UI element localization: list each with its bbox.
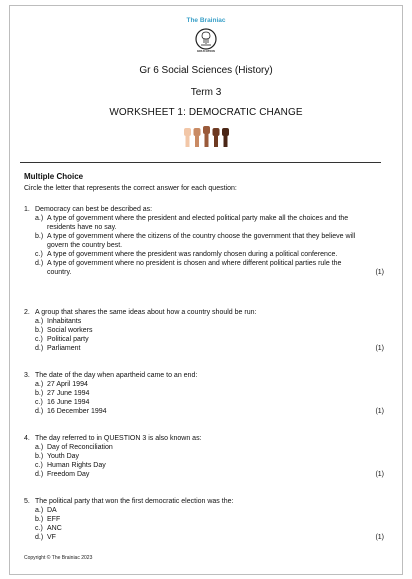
- option-letter: b.): [35, 516, 44, 523]
- fist-icon: [194, 128, 201, 136]
- fist-icon: [203, 126, 210, 134]
- option-letter: a.): [35, 318, 44, 325]
- question-number: 2.: [24, 309, 30, 316]
- option-text: Day of Reconciliation: [47, 444, 113, 451]
- option-b[interactable]: [35, 389, 384, 398]
- option-a[interactable]: [35, 214, 384, 232]
- option-text: VF: [47, 534, 56, 541]
- question-mark-value: (1): [375, 471, 384, 478]
- question-mark-value: (1): [375, 534, 384, 541]
- option-text: Youth Day: [47, 453, 80, 460]
- option-letter: c.): [35, 336, 43, 343]
- option-a[interactable]: [35, 380, 384, 389]
- option-c[interactable]: [35, 524, 384, 533]
- question-number: 3.: [24, 372, 30, 379]
- option-letter: d.): [35, 345, 44, 352]
- fist-icon: [222, 128, 229, 136]
- option-letter: c.): [35, 462, 43, 469]
- option-letter: d.): [35, 260, 44, 267]
- instruction-text: Circle the letter that represents the correct answer for each question:: [24, 185, 237, 192]
- term-title: Term 3: [190, 87, 222, 98]
- raised-fists-icon: [181, 125, 231, 147]
- option-c[interactable]: [35, 250, 384, 259]
- option-letter: d.): [35, 534, 44, 541]
- brand-name: The Brainiac: [186, 17, 226, 24]
- option-text: Political party: [47, 336, 89, 343]
- header-divider: [20, 162, 381, 163]
- question-2: [24, 308, 384, 353]
- option-a[interactable]: [35, 317, 384, 326]
- copyright-footer: Copyright © The Brainiac 2023: [24, 555, 93, 561]
- option-text: A type of government where the president and elected political party make all the choices and the residents have no say.: [47, 215, 349, 231]
- option-letter: d.): [35, 408, 44, 415]
- option-d[interactable]: [35, 470, 384, 479]
- question-number: 1.: [24, 206, 30, 213]
- option-d[interactable]: [35, 533, 384, 542]
- option-letter: c.): [35, 525, 43, 532]
- option-letter: c.): [35, 251, 43, 258]
- question-number: 4.: [24, 435, 30, 442]
- arm-icon: [224, 136, 228, 147]
- question-text: The date of the day when apartheid came to an end:: [35, 372, 198, 379]
- option-c[interactable]: [35, 335, 384, 344]
- question-number: 5.: [24, 498, 30, 505]
- option-c[interactable]: [35, 398, 384, 407]
- question-text: A group that shares the same ideas about how a country should be run:: [35, 309, 257, 316]
- option-text: Freedom Day: [47, 471, 90, 478]
- brain-logo-icon: [194, 27, 218, 51]
- option-b[interactable]: [35, 515, 384, 524]
- option-b[interactable]: [35, 452, 384, 461]
- option-letter: a.): [35, 215, 44, 222]
- question-4: [24, 434, 384, 479]
- option-d[interactable]: [35, 259, 384, 277]
- option-text: 27 June 1994: [47, 390, 90, 397]
- question-text: The political party that won the first democratic election was the:: [35, 498, 234, 505]
- option-c[interactable]: [35, 461, 384, 470]
- option-text: EFF: [47, 516, 61, 523]
- option-d[interactable]: [35, 344, 384, 353]
- question-mark-value: (1): [375, 345, 384, 352]
- section-title: Multiple Choice: [24, 172, 84, 181]
- arm-icon: [186, 136, 190, 147]
- option-text: DA: [47, 507, 57, 514]
- option-b[interactable]: [35, 232, 384, 250]
- option-letter: a.): [35, 381, 44, 388]
- option-text: A type of government where no president is chosen and where different political parties rule the country.: [47, 260, 342, 276]
- arm-icon: [205, 134, 209, 147]
- fist-icon: [213, 128, 220, 136]
- option-text: Human Rights Day: [47, 462, 106, 469]
- option-letter: b.): [35, 327, 44, 334]
- option-text: ANC: [47, 525, 62, 532]
- option-letter: d.): [35, 471, 44, 478]
- question-5: [24, 497, 384, 542]
- option-letter: b.): [35, 233, 44, 240]
- worksheet-title: WORKSHEET 1: DEMOCRATIC CHANGE: [109, 107, 303, 118]
- option-letter: b.): [35, 453, 44, 460]
- subject-title: Gr 6 Social Sciences (History): [139, 65, 273, 76]
- option-text: A type of government where the citizens of the country choose the government that they believe will govern the country best.: [47, 233, 356, 249]
- question-1: [24, 205, 384, 277]
- arm-icon: [195, 136, 199, 147]
- option-text: 16 December 1994: [47, 408, 107, 415]
- option-text: Inhabitants: [47, 318, 82, 325]
- option-a[interactable]: [35, 443, 384, 452]
- fist-icon: [184, 128, 191, 136]
- option-letter: b.): [35, 390, 44, 397]
- question-text: Democracy can best be described as:: [35, 206, 153, 213]
- option-text: Parliament: [47, 345, 81, 352]
- option-letter: a.): [35, 444, 44, 451]
- question-mark-value: (1): [375, 269, 384, 276]
- option-d[interactable]: [35, 407, 384, 416]
- option-text: 27 April 1994: [47, 381, 88, 388]
- option-text: A type of government where the president was randomly chosen during a political conference.: [47, 251, 338, 258]
- arm-icon: [214, 136, 218, 147]
- question-mark-value: (1): [375, 408, 384, 415]
- question-text: The day referred to in QUESTION 3 is also known as:: [35, 435, 202, 442]
- logo-caption: EDUCATION: [197, 49, 215, 53]
- option-letter: a.): [35, 507, 44, 514]
- option-text: 16 June 1994: [47, 399, 90, 406]
- question-3: [24, 371, 384, 416]
- option-b[interactable]: [35, 326, 384, 335]
- option-letter: c.): [35, 399, 43, 406]
- option-text: Social workers: [47, 327, 93, 334]
- option-a[interactable]: [35, 506, 384, 515]
